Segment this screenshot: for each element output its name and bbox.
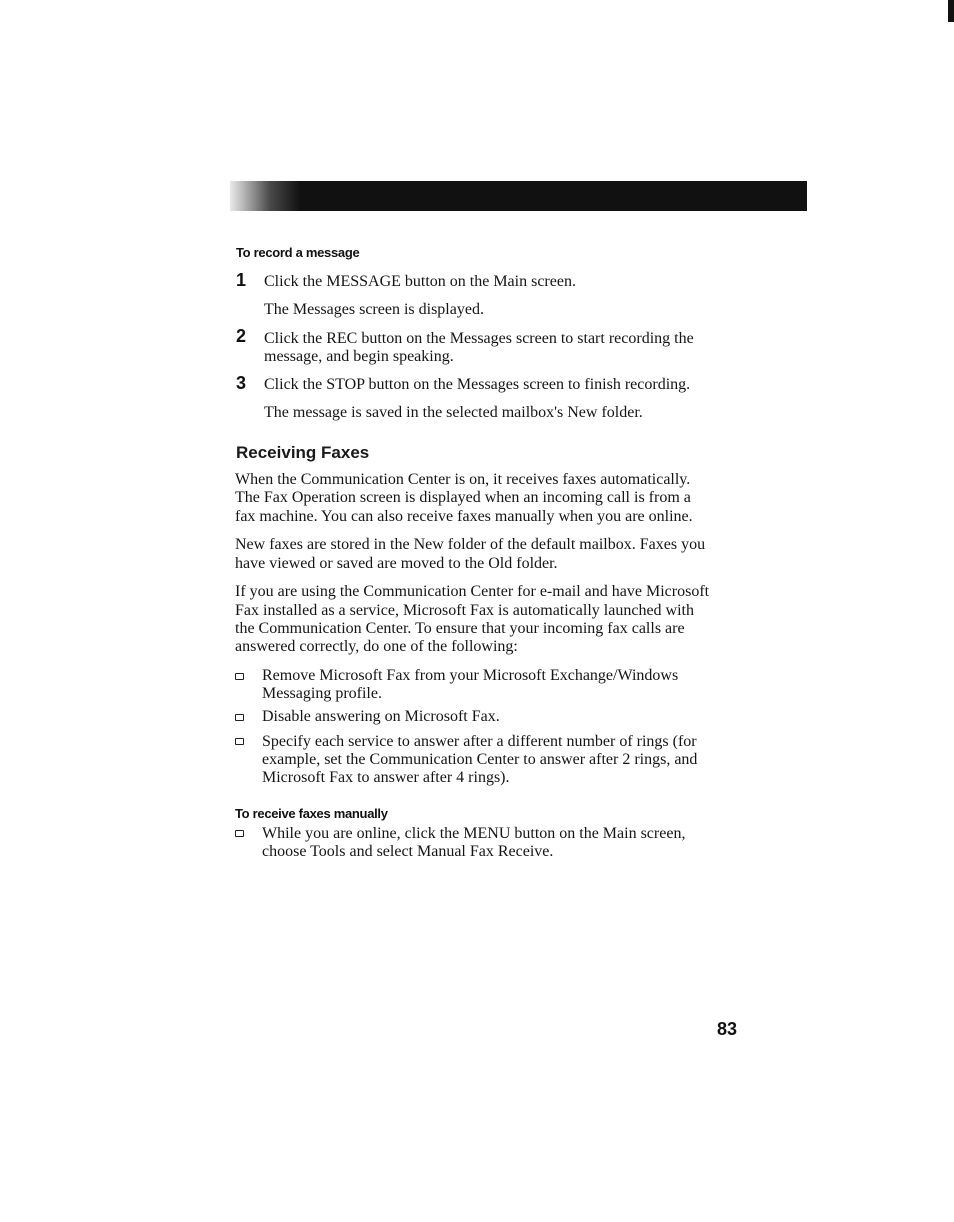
step-number-1: 1 — [236, 270, 247, 290]
step-3-text: Click the STOP button on the Messages screen to finish recording. — [264, 376, 691, 393]
step-number-3: 3 — [236, 373, 247, 393]
bullet-1-line-1: Remove Microsoft Fax from your Microsoft Exchange/Windows — [262, 667, 679, 684]
bullet-1-line-2: Messaging profile. — [262, 685, 382, 702]
page-number: 83 — [717, 1019, 738, 1039]
paragraph-3-line-1: If you are using the Communication Center for e-mail and have Microsoft — [235, 583, 710, 600]
step-1-result: The Messages screen is displayed. — [264, 301, 484, 318]
paragraph-3-line-4: answered correctly, do one of the following: — [235, 638, 518, 655]
paragraph-1-line-3: fax machine. You can also receive faxes manually when you are online. — [235, 508, 693, 525]
checkbox-bullet-icon — [235, 738, 244, 745]
page-edge-mark — [948, 0, 954, 22]
manual-bullet-line-1: While you are online, click the MENU button on the Main screen, — [262, 825, 686, 842]
checkbox-bullet-icon — [235, 830, 244, 837]
checkbox-bullet-icon — [235, 714, 244, 721]
bullet-3-line-3: Microsoft Fax to answer after 4 rings). — [262, 769, 510, 786]
paragraph-3-line-3: the Communication Center. To ensure that your incoming fax calls are — [235, 620, 685, 637]
section-title: Receiving Faxes — [236, 443, 370, 462]
step-2-text-line1: Click the REC button on the Messages screen to start recording the — [264, 330, 694, 347]
paragraph-1-line-1: When the Communication Center is on, it receives faxes automatically. — [235, 471, 691, 488]
chapter-header-bar — [230, 181, 807, 211]
receive-manually-heading: To receive faxes manually — [235, 806, 388, 821]
bullet-3-line-1: Specify each service to answer after a different number of rings (for — [262, 733, 697, 750]
checkbox-bullet-icon — [235, 673, 244, 680]
step-2-text-line2: message, and begin speaking. — [264, 348, 454, 365]
bullet-3-line-2: example, set the Communication Center to answer after 2 rings, and — [262, 751, 698, 768]
paragraph-2-line-1: New faxes are stored in the New folder of the default mailbox. Faxes you — [235, 536, 706, 553]
step-1-text: Click the MESSAGE button on the Main screen. — [264, 273, 576, 290]
paragraph-1-line-2: The Fax Operation screen is displayed when an incoming call is from a — [235, 489, 691, 506]
paragraph-2-line-2: have viewed or saved are moved to the Old folder. — [235, 555, 558, 572]
manual-bullet-line-2: choose Tools and select Manual Fax Receive. — [262, 843, 554, 860]
paragraph-3-line-2: Fax installed as a service, Microsoft Fax is automatically launched with — [235, 602, 694, 619]
step-3-result: The message is saved in the selected mailbox's New folder. — [264, 404, 643, 421]
step-number-2: 2 — [236, 326, 247, 346]
record-message-heading: To record a message — [236, 245, 360, 260]
bullet-2-line-1: Disable answering on Microsoft Fax. — [262, 708, 500, 725]
